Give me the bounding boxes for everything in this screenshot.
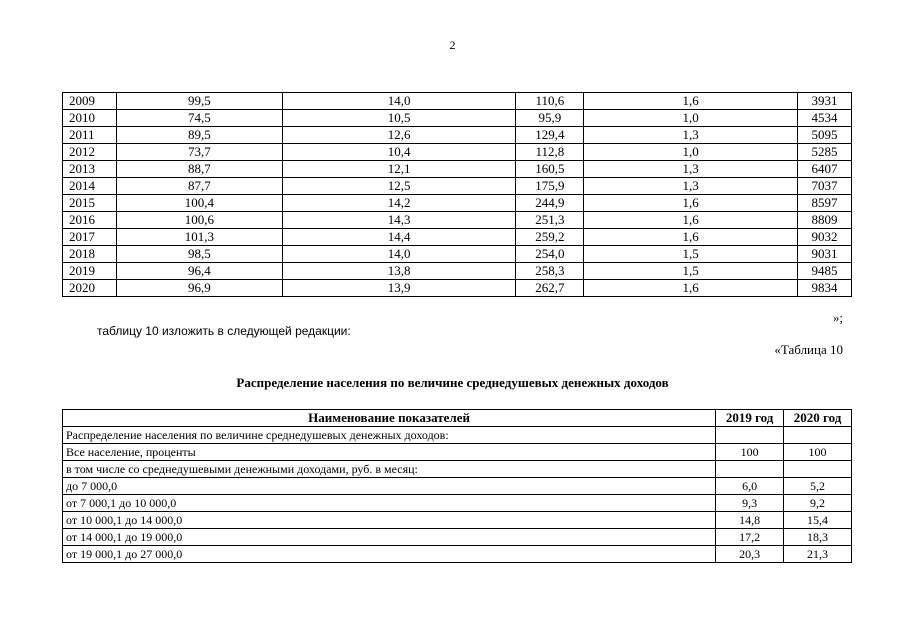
table-row	[63, 263, 852, 280]
header-indicator-name: Наименование показателей	[63, 410, 716, 427]
value-cell: 1,6	[584, 93, 798, 110]
table-closing-mark: »;	[832, 310, 843, 325]
value-cell: 14,3	[282, 212, 516, 229]
value-cell: 15,4	[784, 512, 852, 529]
value-cell: 254,0	[516, 246, 584, 263]
value-cell: 5095	[798, 127, 852, 144]
value-cell: 1,3	[584, 161, 798, 178]
table-row	[63, 461, 852, 478]
indicator-label: до 7 000,0	[63, 478, 716, 495]
value-cell: 259,2	[516, 229, 584, 246]
value-cell: 1,3	[584, 178, 798, 195]
value-cell: 244,9	[516, 195, 584, 212]
indicator-label: в том числе со среднедушевыми денежными доходами, руб. в месяц:	[63, 461, 716, 478]
value-cell: 5,2	[784, 478, 852, 495]
value-cell: 1,6	[584, 195, 798, 212]
table-row	[63, 178, 852, 195]
year-cell: 2014	[63, 178, 117, 195]
table-row	[63, 546, 852, 563]
value-cell: 18,3	[784, 529, 852, 546]
value-cell: 8597	[798, 195, 852, 212]
value-cell: 101,3	[116, 229, 282, 246]
value-cell: 9031	[798, 246, 852, 263]
table-row	[63, 280, 852, 297]
value-cell: 100	[784, 444, 852, 461]
value-cell: 12,5	[282, 178, 516, 195]
indicator-label: от 10 000,1 до 14 000,0	[63, 512, 716, 529]
table-row	[63, 212, 852, 229]
table-row	[63, 195, 852, 212]
value-cell: 10,4	[282, 144, 516, 161]
value-cell: 21,3	[784, 546, 852, 563]
value-cell: 262,7	[516, 280, 584, 297]
value-cell: 129,4	[516, 127, 584, 144]
value-cell: 100	[716, 444, 784, 461]
value-cell: 100,4	[116, 195, 282, 212]
table-row	[63, 444, 852, 461]
value-cell: 1,5	[584, 263, 798, 280]
income-distribution-table	[62, 409, 852, 563]
value-cell	[716, 461, 784, 478]
value-cell: 95,9	[516, 110, 584, 127]
year-cell: 2009	[63, 93, 117, 110]
value-cell: 258,3	[516, 263, 584, 280]
year-cell: 2012	[63, 144, 117, 161]
value-cell: 1,0	[584, 144, 798, 161]
value-cell: 3931	[798, 93, 852, 110]
value-cell: 96,4	[116, 263, 282, 280]
value-cell: 1,6	[584, 229, 798, 246]
value-cell	[784, 427, 852, 444]
value-cell	[716, 427, 784, 444]
value-cell: 74,5	[116, 110, 282, 127]
value-cell: 14,2	[282, 195, 516, 212]
value-cell: 9,2	[784, 495, 852, 512]
value-cell: 9485	[798, 263, 852, 280]
value-cell: 20,3	[716, 546, 784, 563]
value-cell	[784, 461, 852, 478]
year-cell: 2013	[63, 161, 117, 178]
year-cell: 2020	[63, 280, 117, 297]
value-cell: 13,9	[282, 280, 516, 297]
indicator-label: Все население, проценты	[63, 444, 716, 461]
year-cell: 2011	[63, 127, 117, 144]
value-cell: 14,8	[716, 512, 784, 529]
value-cell: 88,7	[116, 161, 282, 178]
header-2020: 2020 год	[784, 410, 852, 427]
value-cell: 9834	[798, 280, 852, 297]
value-cell: 6407	[798, 161, 852, 178]
value-cell: 1,3	[584, 127, 798, 144]
indicator-label: Распределение населения по величине среднедушевых денежных доходов:	[63, 427, 716, 444]
table-row	[63, 495, 852, 512]
value-cell: 9032	[798, 229, 852, 246]
value-cell: 96,9	[116, 280, 282, 297]
yearly-data-table	[62, 92, 852, 297]
value-cell: 87,7	[116, 178, 282, 195]
value-cell: 73,7	[116, 144, 282, 161]
value-cell: 7037	[798, 178, 852, 195]
table-row	[63, 246, 852, 263]
year-cell: 2017	[63, 229, 117, 246]
value-cell: 160,5	[516, 161, 584, 178]
value-cell: 1,5	[584, 246, 798, 263]
value-cell: 8809	[798, 212, 852, 229]
table-row	[63, 93, 852, 110]
table-row	[63, 144, 852, 161]
value-cell: 251,3	[516, 212, 584, 229]
header-2019: 2019 год	[716, 410, 784, 427]
value-cell: 112,8	[516, 144, 584, 161]
indicator-label: от 19 000,1 до 27 000,0	[63, 546, 716, 563]
value-cell: 175,9	[516, 178, 584, 195]
indicator-label: от 7 000,1 до 10 000,0	[63, 495, 716, 512]
table-row	[63, 127, 852, 144]
table-row	[63, 427, 852, 444]
year-cell: 2019	[63, 263, 117, 280]
value-cell: 17,2	[716, 529, 784, 546]
table-row	[63, 161, 852, 178]
value-cell: 4534	[798, 110, 852, 127]
yearly-data-table-body	[63, 93, 852, 297]
year-cell: 2015	[63, 195, 117, 212]
instruction-text: таблицу 10 изложить в следующей редакции:	[97, 324, 351, 338]
value-cell: 9,3	[716, 495, 784, 512]
year-cell: 2010	[63, 110, 117, 127]
value-cell: 98,5	[116, 246, 282, 263]
income-distribution-table-body	[63, 427, 852, 563]
value-cell: 1,0	[584, 110, 798, 127]
table-header-row	[63, 410, 852, 427]
table-title: Распределение населения по величине среднедушевых денежных доходов	[236, 375, 669, 390]
value-cell: 110,6	[516, 93, 584, 110]
value-cell: 100,6	[116, 212, 282, 229]
table-row	[63, 529, 852, 546]
value-cell: 1,6	[584, 212, 798, 229]
table-caption: «Таблица 10	[774, 342, 843, 357]
indicator-label: от 14 000,1 до 19 000,0	[63, 529, 716, 546]
table-row	[63, 110, 852, 127]
year-cell: 2016	[63, 212, 117, 229]
value-cell: 5285	[798, 144, 852, 161]
value-cell: 14,4	[282, 229, 516, 246]
value-cell: 14,0	[282, 93, 516, 110]
value-cell: 6,0	[716, 478, 784, 495]
value-cell: 12,1	[282, 161, 516, 178]
value-cell: 13,8	[282, 263, 516, 280]
value-cell: 99,5	[116, 93, 282, 110]
table-row	[63, 512, 852, 529]
table-row	[63, 229, 852, 246]
value-cell: 14,0	[282, 246, 516, 263]
year-cell: 2018	[63, 246, 117, 263]
value-cell: 89,5	[116, 127, 282, 144]
value-cell: 10,5	[282, 110, 516, 127]
value-cell: 12,6	[282, 127, 516, 144]
page-number: 2	[449, 38, 456, 52]
value-cell: 1,6	[584, 280, 798, 297]
table-row	[63, 478, 852, 495]
